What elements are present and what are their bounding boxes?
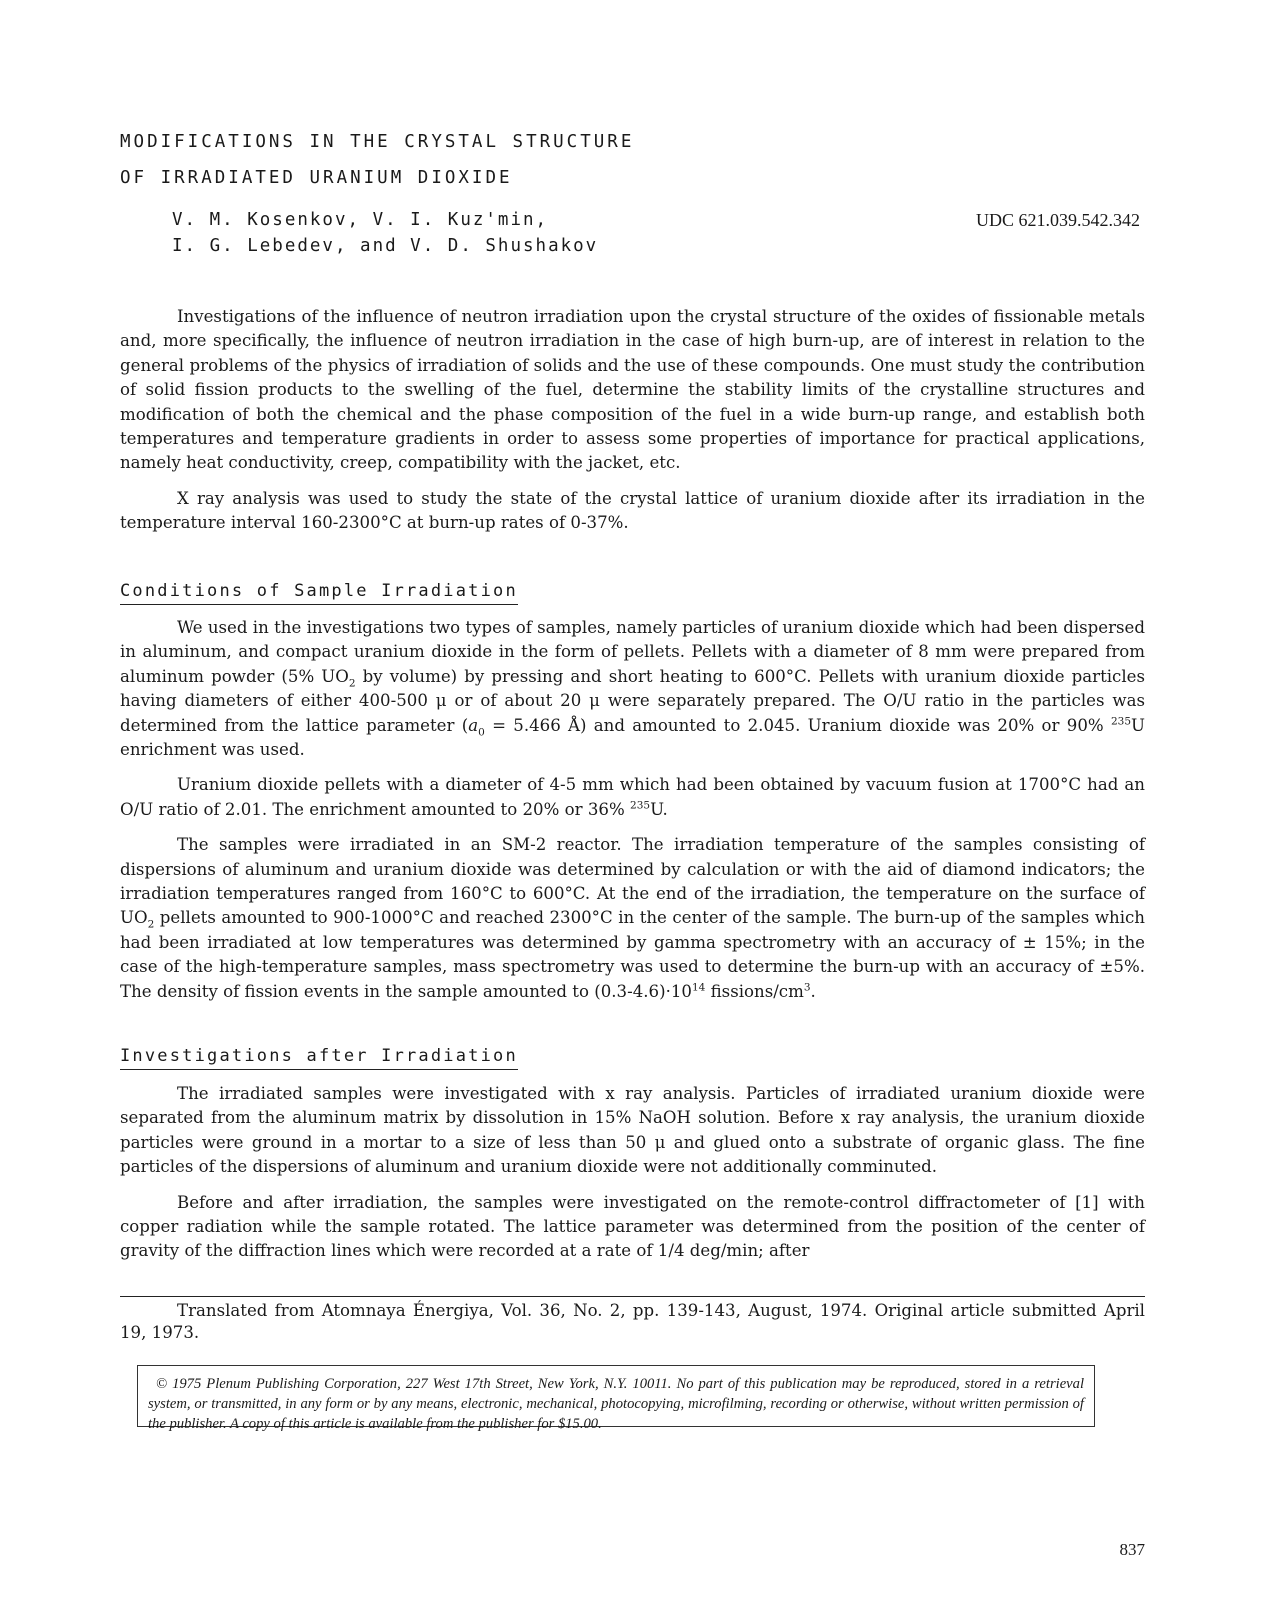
translation-note xyxy=(120,1300,1145,1344)
article-title xyxy=(120,124,634,196)
investigations-paragraph-2: Before and after irradiation, the samples were investigated on the remote-control diffractometer of [1] with copper radiation while the sample rotated. The lattice parameter was determined from the position of the center of gravity of the diffraction lines which were recorded at a rate of 1/4 deg/min; after xyxy=(120,1192,1145,1261)
authors xyxy=(172,207,598,259)
intro-paragraph-1: Investigations of the influence of neutron irradiation upon the crystal structure of the oxides of fissionable metals and, more specifically, the influence of neutron irradiation in the case of high burn-up, are of interest in relation to the general problems of the physics of irradiation of solids and the use of these compounds. One must study the contribution of solid fission products to the swelling of the fuel, determine the stability limits of the crystalline structures and modification of both the chemical and the phase composition of the fuel in a wide burn-up range, and establish both temperatures and temperature gradients in order to assess some properties of importance for practical applications, namely heat conductivity, creep, compatibility with the jacket, etc. xyxy=(120,307,1145,473)
conditions-paragraph-2: Uranium dioxide pellets with a diameter of 4-5 mm which had been obtained by vacuum fusion at 1700°C had an O/U ratio of 2.01. The enrichment amounted to 20% or 36% $^{235}$U. xyxy=(120,775,1145,819)
authors-line-2: I. G. Lebedev, and V. D. Shushakov xyxy=(172,236,599,256)
investigations-paragraph-1: The irradiated samples were investigated with x ray analysis. Particles of irradiated uranium dioxide were separated from the aluminum matrix by dissolution in 15% NaOH solution. Before x ray analysis, the uranium dioxide particles were ground in a mortar to a size of less than 50 μ and glued onto a substrate of organic glass. The fine particles of the dispersions of aluminum and uranium dioxide were not additionally comminuted. xyxy=(120,1084,1145,1177)
copyright-box xyxy=(137,1365,1095,1432)
title-line-1: MODIFICATIONS IN THE CRYSTAL STRUCTURE xyxy=(120,132,635,152)
conditions-paragraph-1: We used in the investigations two types of samples, namely particles of uranium dioxide which had been dispersed in aluminum, and compact uranium dioxide in the form of pellets. Pellets with a diameter of 8 mm were prepared from aluminum powder (5% $UO_2$ by volume) by pressing and short heating to 600°C. Pellets with uranium dioxide particles having diameters of either 400-500 μ or of about 20 μ were separately prepared. The O/U ratio in the particles was determined from the lattice parameter ($a_0 = 5.466$ Å) and amounted to 2.045. Uranium dioxide was 20% or 90% $^{235}$U enrichment was used. xyxy=(120,618,1145,760)
intro-section xyxy=(120,305,1145,536)
conditions-paragraph-3: The samples were irradiated in an SM-2 reactor. The irradiation temperature of the samples consisting of dispersions of aluminum and uranium dioxide was determined by calculation or with the aid of diamond indicators; the irradiation temperatures ranged from 160°C to 600°C. At the end of the irradiation, the temperature on the surface of $UO_2$ pellets amounted to 900-1000°C and reached 2300°C in the center of the sample. The burn-up of the samples which had been irradiated at low temperatures was determined by gamma spectrometry with an accuracy of ± 15%; in the case of the high-temperature samples, mass spectrometry was used to determine the burn-up with an accuracy of ±5%. The density of fission events in the sample amounted to $(0.3-4.6)\cdot 10^{14}$ fissions/$cm^3$. xyxy=(120,835,1145,1001)
intro-paragraph-2: X ray analysis was used to study the state of the crystal lattice of uranium dioxide after its irradiation in the temperature interval 160-2300°C at burn-up rates of 0-37%. xyxy=(120,488,1145,533)
authors-line-1: V. M. Kosenkov, V. I. Kuz'min, xyxy=(172,210,549,230)
translation-note-text: Translated from Atomnaya Énergiya, Vol. 36, No. 2, pp. 139-143, August, 1974. Original article submitted April 19, 1973. xyxy=(120,1301,1145,1342)
page-number: 837 xyxy=(1119,1540,1145,1559)
section-heading-conditions: Conditions of Sample Irradiation xyxy=(120,579,518,605)
section-investigations-body xyxy=(120,1082,1145,1264)
section-conditions-body xyxy=(120,616,1145,1004)
section-heading-investigations: Investigations after Irradiation xyxy=(120,1044,518,1070)
title-line-2: OF IRRADIATED URANIUM DIOXIDE xyxy=(120,168,513,188)
copyright-text: © 1975 Plenum Publishing Corporation, 227 West 17th Street, New York, N.Y. 10011. No part of this publication may be reproduced, stored in a retrieval system, or transmitted, in any form or by any means, electronic, mechanical, photocopying, microfilming, recording or otherwise, without written permission of the publisher. A copy of this article is available from the publisher for $15.00. xyxy=(148,1376,1084,1432)
udc-code: UDC 621.039.542.342 xyxy=(975,210,1140,230)
footnote-divider xyxy=(120,1296,1145,1297)
